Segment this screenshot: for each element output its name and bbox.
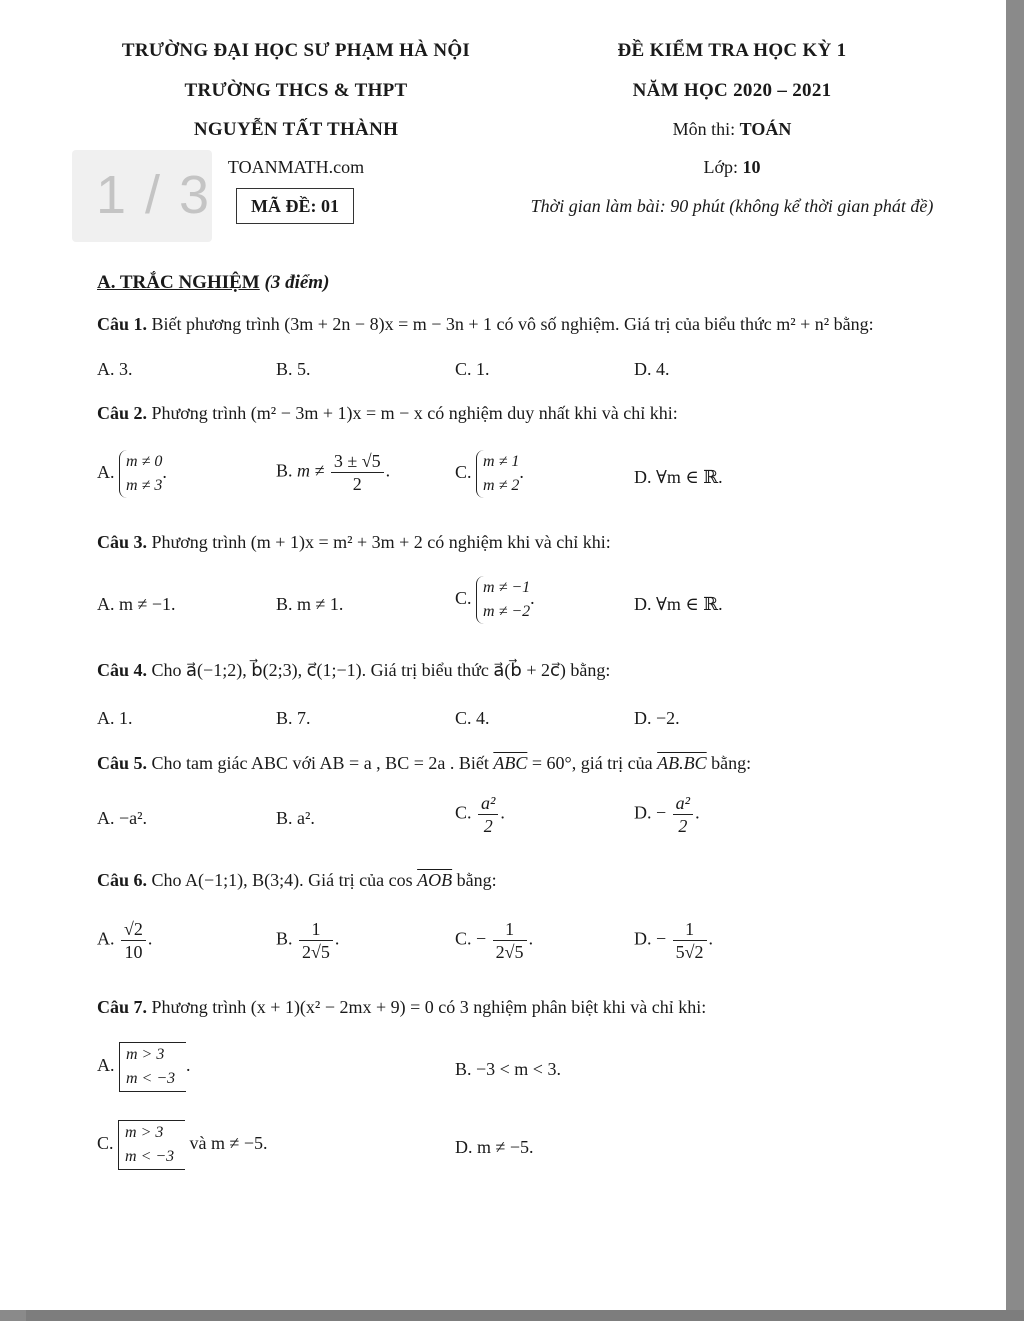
fraction — [673, 918, 707, 963]
q2-option-d: D. ∀m ∈ ℝ. — [634, 467, 723, 487]
option-letter: D. − — [634, 802, 667, 823]
q3-option-c — [455, 576, 535, 624]
q4-option-a: A. 1. — [97, 708, 133, 728]
option-letter: A. — [97, 1055, 115, 1076]
fraction — [331, 450, 384, 495]
q7-option-d: D. m ≠ −5. — [455, 1137, 534, 1157]
question-label: Câu 2. — [97, 403, 148, 423]
numerator: 1 — [299, 918, 333, 941]
question-stem-part: Cho A(−1;1), B(3;4). Giá trị của cos — [151, 870, 413, 890]
q7-option-c — [97, 1120, 268, 1170]
question-5 — [97, 753, 751, 774]
q5-option-a: A. −a². — [97, 808, 148, 828]
q4-option-c: C. 4. — [455, 708, 490, 728]
system-brace — [476, 576, 530, 624]
system-line: m ≠ 2 — [483, 477, 520, 494]
option-letter: A. — [97, 462, 115, 483]
question-3 — [97, 532, 611, 553]
q3-option-b: B. m ≠ 1. — [276, 594, 344, 614]
question-6 — [97, 870, 497, 891]
system-line: m ≠ 1 — [483, 453, 520, 470]
q7-option-a — [97, 1042, 191, 1092]
school-name-3: NGUYỄN TẤT THÀNH — [193, 119, 399, 140]
q5-option-b: B. a². — [276, 808, 315, 828]
question-1 — [97, 314, 874, 335]
q6-option-d — [634, 918, 713, 963]
numerator: √2 — [121, 918, 146, 941]
grade-line — [703, 157, 760, 178]
question-label: Câu 4. — [97, 660, 148, 680]
denominator: 2 — [352, 474, 362, 494]
question-4 — [97, 660, 610, 681]
q1-option-a: A. 3. — [97, 359, 133, 379]
viewer-bottom-margin — [26, 1310, 1024, 1321]
question-stem-part: bằng: — [456, 870, 497, 890]
q1-option-d: D. 4. — [634, 359, 670, 379]
option-letter: B. — [276, 928, 293, 949]
school-name-1: TRƯỜNG ĐẠI HỌC SƯ PHẠM HÀ NỘI — [121, 40, 471, 61]
option-suffix: và m ≠ −5. — [189, 1133, 268, 1154]
q5-option-d — [634, 792, 700, 837]
school-year: NĂM HỌC 2020 – 2021 — [632, 80, 832, 101]
fraction — [493, 918, 527, 963]
numerator: 3 ± √5 — [331, 450, 384, 473]
system-line: m ≠ 0 — [126, 453, 163, 470]
fraction — [121, 918, 146, 963]
fraction — [299, 918, 333, 963]
option-letter: A. — [97, 928, 115, 949]
system-line: m ≠ 3 — [126, 477, 163, 494]
option-end: . — [530, 588, 535, 609]
question-label: Câu 3. — [97, 532, 148, 552]
option-letter: B. — [276, 460, 293, 481]
question-label: Câu 1. — [97, 314, 148, 334]
section-points: (3 điểm) — [264, 272, 330, 293]
q1-option-b: B. 5. — [276, 359, 311, 379]
option-letter: C. — [455, 462, 472, 483]
question-stem: Phương trình (m² − 3m + 1)x = m − x có nghiệm duy nhất khi và chỉ khi: — [151, 403, 678, 423]
denominator: 2 — [678, 816, 688, 836]
question-stem: Cho a⃗(−1;2), b⃗(2;3), c⃗(1;−1). Giá trị biểu thức a⃗(b⃗ + 2c⃗) bằng: — [151, 660, 611, 680]
q3-option-a: A. m ≠ −1. — [97, 594, 176, 614]
grade-value: 10 — [742, 157, 761, 177]
option-end: . — [695, 802, 700, 823]
numerator: a² — [673, 792, 693, 815]
q2-option-b — [276, 450, 390, 495]
section-heading: A. TRẮC NGHIỆM — [97, 272, 260, 293]
numerator: 1 — [493, 918, 527, 941]
question-2 — [97, 403, 678, 424]
exam-time: Thời gian làm bài: 90 phút (không kể thời gian phát đề) — [530, 196, 934, 216]
option-end: . — [334, 928, 340, 949]
question-label: Câu 7. — [97, 997, 148, 1017]
school-name-2: TRƯỜNG THCS & THPT — [184, 80, 408, 101]
question-stem: Phương trình (x + 1)(x² − 2mx + 9) = 0 có 3 nghiệm phân biệt khi và chỉ khi: — [151, 997, 707, 1017]
q4-option-d: D. −2. — [634, 708, 680, 728]
fraction — [673, 792, 693, 837]
option-end: . — [162, 462, 167, 483]
system-line: m ≠ −1 — [483, 579, 531, 596]
option-letter: C. − — [455, 928, 487, 949]
vector-product: AB.BC — [657, 753, 707, 773]
fraction — [478, 792, 498, 837]
q7-option-b: B. −3 < m < 3. — [455, 1059, 561, 1079]
q2-option-c — [455, 450, 524, 498]
option-end: . — [147, 928, 153, 949]
question-stem: Phương trình (m + 1)x = m² + 3m + 2 có nghiệm khi và chỉ khi: — [151, 532, 611, 552]
q6-option-a — [97, 918, 152, 963]
angle-aob: $\overline{AOB}$ — [417, 870, 453, 890]
system-brace — [119, 450, 162, 498]
option-letter: C. — [455, 588, 472, 609]
section-title — [97, 272, 329, 294]
option-letter: D. − — [634, 928, 667, 949]
q2-option-a — [97, 450, 167, 498]
subject-value: TOÁN — [739, 119, 792, 139]
exam-title: ĐỀ KIỂM TRA HỌC KỲ 1 — [617, 40, 847, 61]
option-end: . — [500, 802, 505, 823]
q4-option-b: B. 7. — [276, 708, 311, 728]
question-label: Câu 6. — [97, 870, 148, 890]
system-line: m ≠ −2 — [483, 603, 531, 620]
site-watermark: TOANMATH.com — [227, 157, 365, 177]
angle-abc: $\overline{ABC}$ — [493, 753, 528, 773]
denominator: 5√2 — [675, 942, 704, 962]
q1-option-c: C. 1. — [455, 359, 490, 379]
grade-label: Lớp: — [703, 157, 739, 177]
option-letter: C. — [455, 802, 472, 823]
viewer-right-margin — [1006, 0, 1024, 1321]
system-bracket — [118, 1120, 185, 1170]
subject-label: Môn thi: — [672, 119, 736, 139]
option-letter: C. — [97, 1133, 114, 1154]
question-label: Câu 5. — [97, 753, 148, 773]
subject-line — [673, 119, 792, 140]
question-stem-part: Cho tam giác ABC với AB = a , BC = 2a . Biết — [151, 753, 489, 773]
option-end: . — [385, 460, 391, 481]
question-stem: Biết phương trình (3m + 2n − 8)x = m − 3n + 1 có vô số nghiệm. Giá trị của biểu thức m² + n² bằng: — [151, 314, 874, 334]
option-end: . — [708, 928, 714, 949]
system-brace — [476, 450, 519, 498]
q6-option-c — [455, 918, 533, 963]
system-line: m > 3 — [125, 1124, 164, 1141]
denominator: 2√5 — [302, 942, 330, 962]
option-expr: m ≠ — [297, 460, 325, 481]
system-line: m > 3 — [126, 1046, 165, 1063]
denominator: 2√5 — [495, 942, 524, 962]
system-line: m < −3 — [125, 1148, 175, 1165]
option-end: . — [519, 462, 524, 483]
question-stem-part: = 60°, giá trị của — [531, 753, 653, 773]
q5-option-c — [455, 792, 505, 837]
system-line: m < −3 — [126, 1070, 176, 1087]
numerator: 1 — [673, 918, 707, 941]
question-7 — [97, 997, 706, 1018]
question-stem-part: bằng: — [711, 753, 752, 773]
system-bracket — [119, 1042, 186, 1092]
page-indicator: 1 / 3 — [96, 165, 212, 225]
denominator: 10 — [124, 942, 143, 962]
option-end: . — [528, 928, 534, 949]
exam-code-box: MÃ ĐỀ: 01 — [236, 188, 354, 224]
numerator: a² — [478, 792, 498, 815]
option-end: . — [186, 1055, 191, 1076]
q6-option-b — [276, 918, 339, 963]
q3-option-d: D. ∀m ∈ ℝ. — [634, 594, 723, 614]
denominator: 2 — [483, 816, 493, 836]
